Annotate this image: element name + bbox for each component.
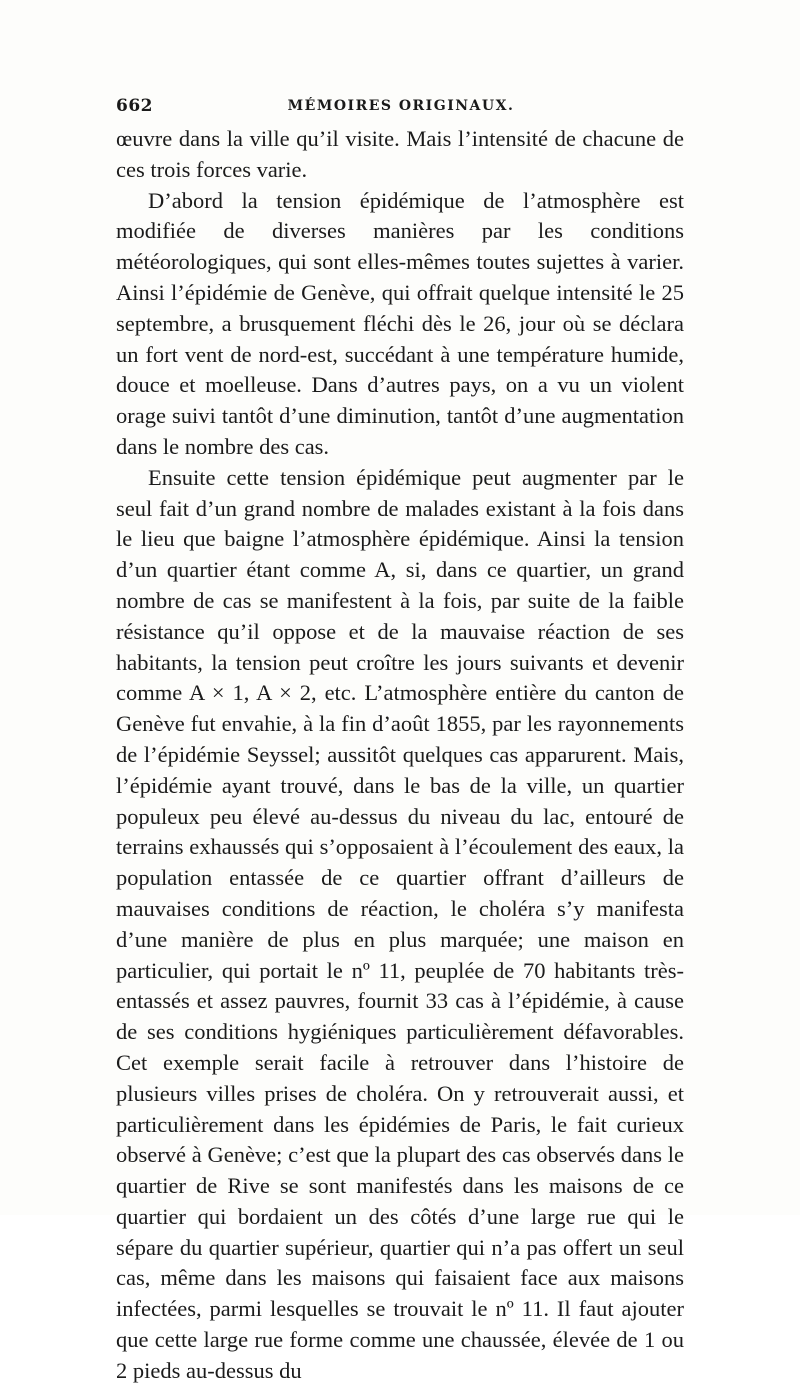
page-header (116, 96, 686, 122)
body-text (116, 124, 684, 1387)
paragraph-tension-malades: Ensuite cette tension épidémique peut augmenter par le seul fait d’un grand nombre de malades existant à la fois dans le lieu que baigne l’atmosphère épidémique. Ainsi la tension d’un quartier étant comme A, si, dans ce quartier, un grand nombre de cas se manifestent à la fois, par suite de la faible résistance qu’il oppose et de la mauvaise réaction de ses habitants, la tension peut croître les jours suivants et devenir comme A × 1, A × 2, etc. L’atmosphère entière du canton de Genève fut envahie, à la fin d’août 1855, par les rayonnements de l’épidémie Seyssel; aussitôt quelques cas apparurent. Mais, l’épidémie ayant trouvé, dans le bas de la ville, un quartier populeux peu élevé au-dessus du niveau du lac, entouré de terrains exhaussés qui s’opposaient à l’écoulement des eaux, la population entassée de ce quartier offrant d’ailleurs de mauvaises conditions de réaction, le choléra s’y manifesta d’une manière de plus en plus marquée; une maison en particulier, qui portait le nº 11, peuplée de 70 habitants très-entassés et assez pauvres, fournit 33 cas à l’épidémie, à cause de ses conditions hygiéniques particulièrement défavorables. Cet exemple serait facile à retrouver dans l’histoire de plusieurs villes prises de choléra. On y retrouverait aussi, et particulièrement dans les épidémies de Paris, le fait curieux observé à Genève; c’est que la plupart des cas observés dans le quartier de Rive se sont manifestés dans les maisons de ce quartier qui bordaient un des côtés d’une large rue qui le sépare du quartier supérieur, quartier qui n’a pas offert un seul cas, même dans les maisons qui faisaient face aux maisons infectées, parmi lesquelles se trouvait le nº 11. Il faut ajouter que cette large rue forme comme une chaussée, élevée de 1 ou 2 pieds au-dessus du (116, 464, 684, 1383)
running-title: MÉMOIRES ORIGINAUX. (287, 98, 515, 114)
page-number: 662 (116, 96, 153, 116)
paragraph-tension-meteorologique: D’abord la tension épidémique de l’atmosphère est modifiée de diverses manières par les conditions météorologiques, qui sont elles-mêmes toutes sujettes à varier. Ainsi l’épidémie de Genève, qui offrait quelque intensité le 25 septembre, a brusquement fléchi dès le 26, jour où se déclara un fort vent de nord-est, succédant à une température humide, douce et moelleuse. Dans d’autres pays, on a vu un violent orage suivi tantôt d’une diminution, tantôt d’une augmentation dans le nombre des cas. (116, 187, 684, 459)
paragraph-continuation: œuvre dans la ville qu’il visite. Mais l’intensité de chacune de ces trois forces varie. (116, 126, 684, 182)
